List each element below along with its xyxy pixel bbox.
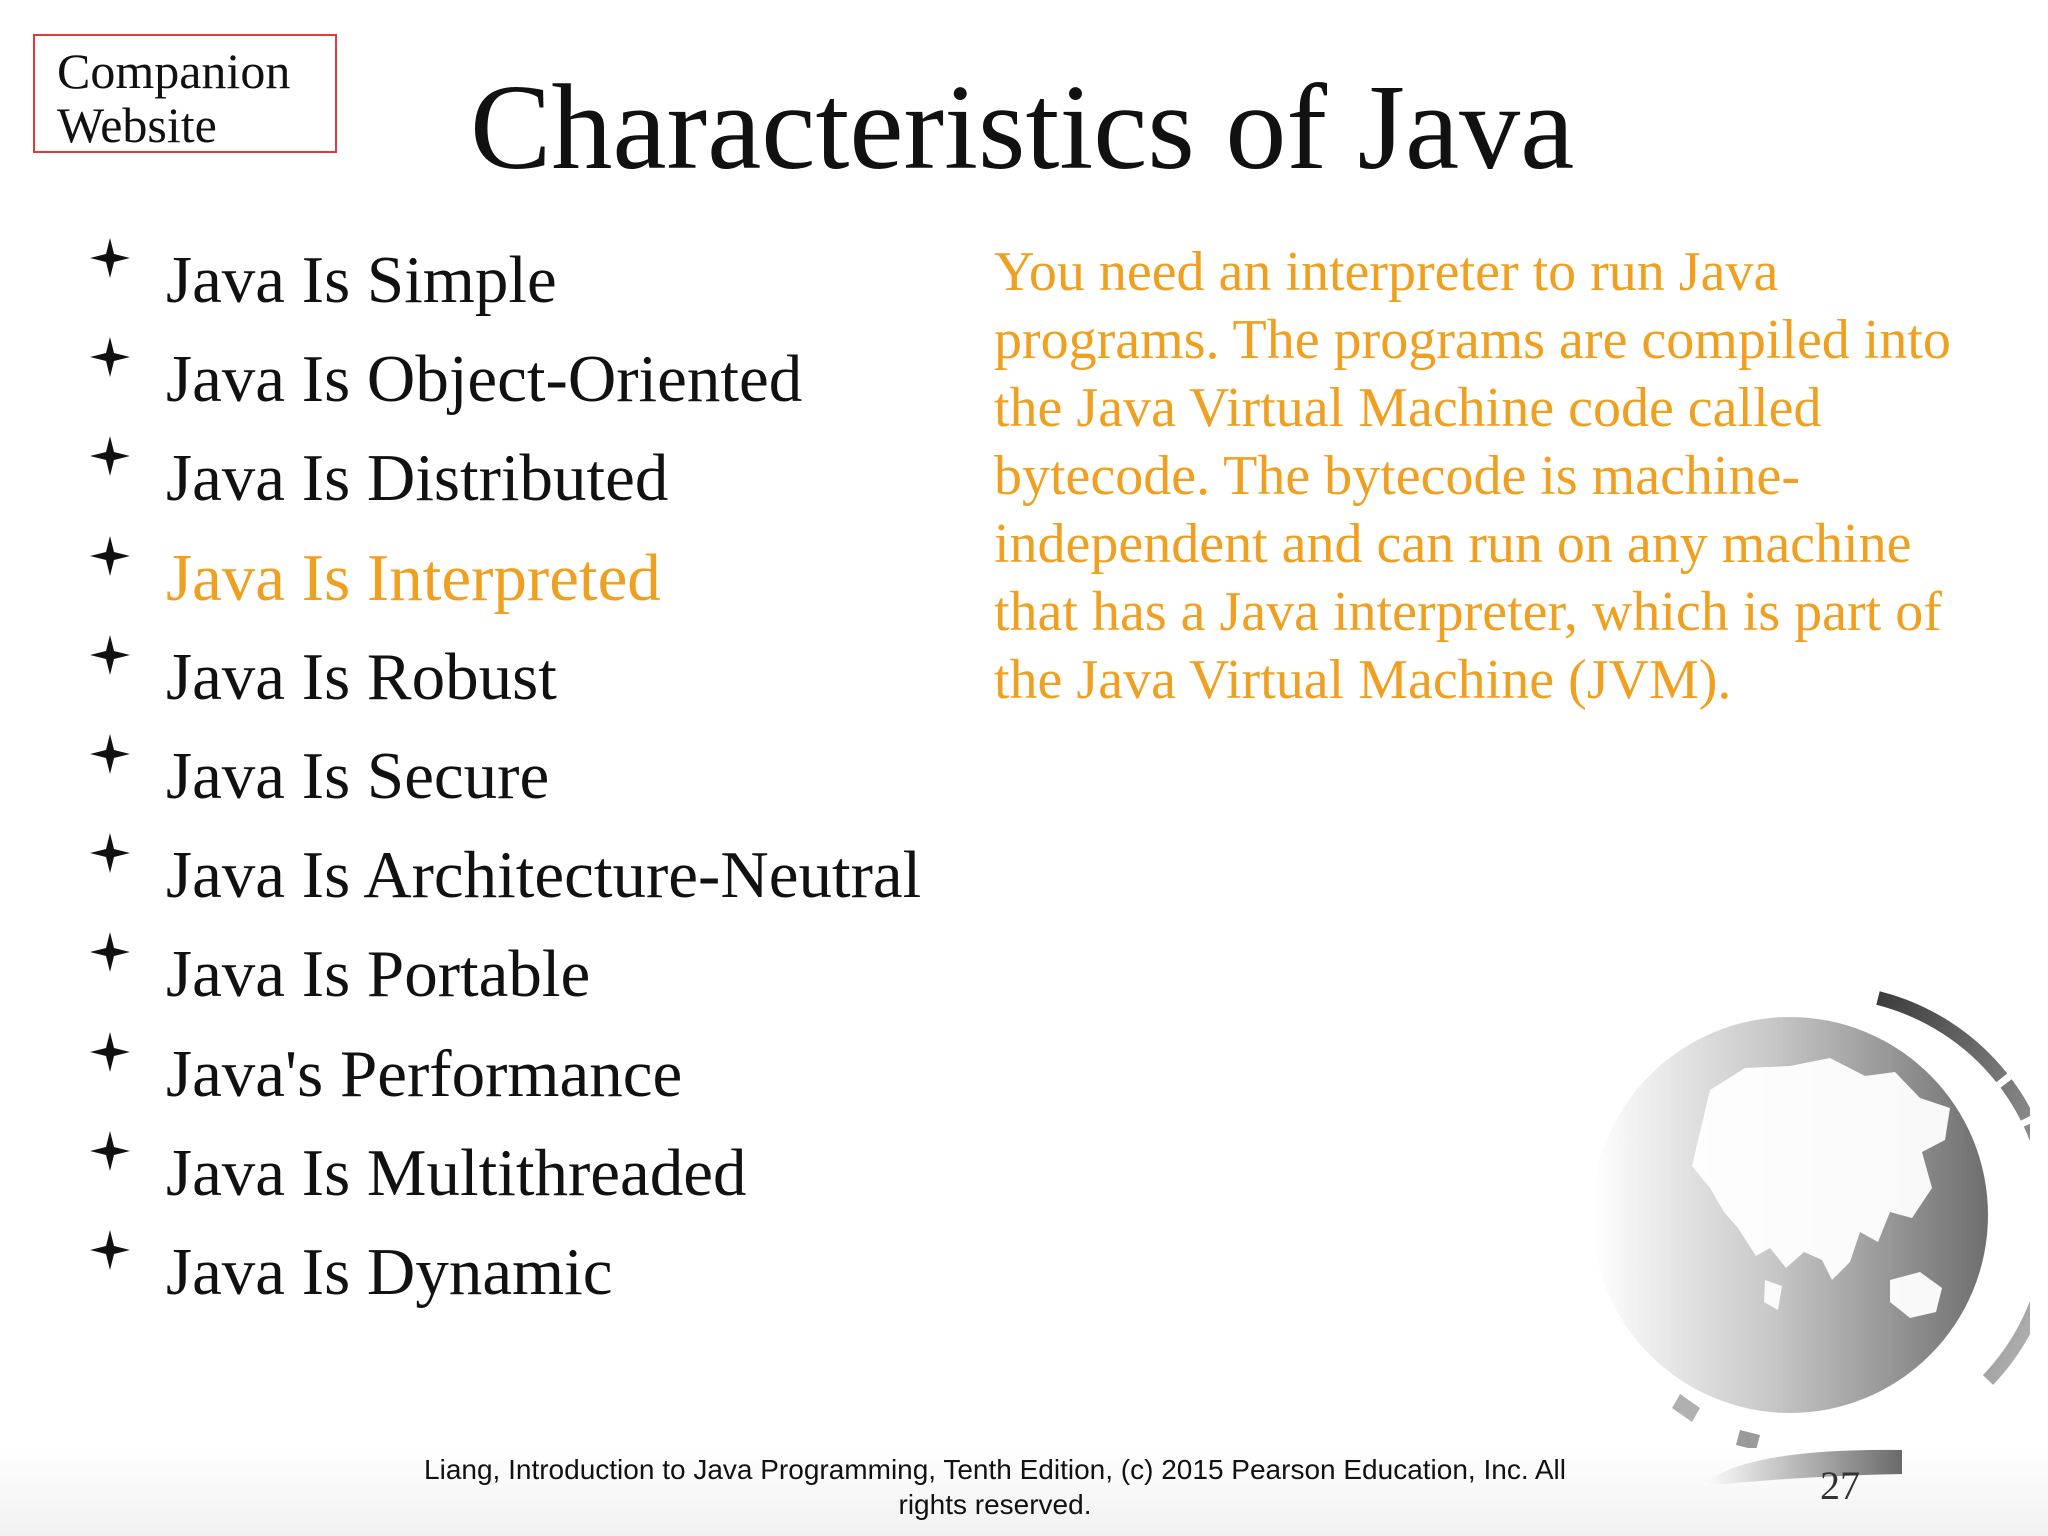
companion-line-2: Website	[57, 97, 217, 153]
four-point-star-icon	[88, 1228, 132, 1272]
slide-title: Characteristics of Java	[470, 60, 1575, 195]
four-point-star-icon	[88, 236, 132, 280]
list-item-label: Java Is Object-Oriented	[166, 342, 803, 417]
interpreter-explanation: You need an interpreter to run Java programs. The programs are compiled into the Java Virtual Machine code called bytecode. The bytecode is machine-independent and can run on any machine that has a Java interpreter, which is part of the Java Virtual Machine (JVM).	[994, 241, 1951, 711]
list-item	[88, 1030, 921, 1129]
list-item-label: Java Is Multithreaded	[166, 1135, 747, 1210]
list-item	[88, 236, 921, 335]
four-point-star-icon	[88, 1129, 132, 1173]
four-point-star-icon	[88, 831, 132, 875]
list-item-label: Java Is Robust	[166, 639, 557, 714]
list-item-label: Java Is Simple	[166, 243, 557, 317]
list-item-label: Java Is Architecture-Neutral	[166, 838, 922, 913]
page-number: 27	[1820, 1463, 1860, 1508]
list-item	[88, 930, 921, 1029]
page-number-tab	[1702, 1444, 1902, 1486]
four-point-star-icon	[88, 434, 132, 478]
list-item-label: Java Is Secure	[166, 738, 550, 813]
list-item	[88, 1129, 921, 1228]
list-item-label: Java Is Dynamic	[166, 1234, 613, 1309]
four-point-star-icon	[88, 930, 132, 974]
four-point-star-icon	[88, 633, 132, 677]
list-item-label: Java Is Portable	[166, 937, 591, 1012]
list-item	[88, 633, 921, 732]
four-point-star-icon	[88, 335, 132, 379]
four-point-star-icon	[88, 534, 132, 578]
characteristics-list	[88, 236, 921, 1327]
companion-website-link[interactable]	[33, 34, 337, 153]
list-item	[88, 732, 921, 831]
list-item-label: Java Is Distributed	[166, 441, 669, 516]
list-item	[88, 335, 921, 434]
companion-line-1: Companion	[57, 43, 291, 99]
list-item	[88, 1228, 921, 1327]
four-point-star-icon	[88, 732, 132, 776]
globe-icon	[1560, 980, 2030, 1450]
list-item-label: Java Is Interpreted	[166, 540, 661, 615]
copyright-footer: Liang, Introduction to Java Programming, Tenth Edition, (c) 2015 Pearson Education, Inc. All rights reserved.	[424, 1454, 1566, 1520]
four-point-star-icon	[88, 1030, 132, 1074]
list-item	[88, 434, 921, 533]
list-item-highlighted	[88, 534, 921, 633]
list-item-label: Java's Performance	[166, 1036, 683, 1111]
list-item	[88, 831, 921, 930]
